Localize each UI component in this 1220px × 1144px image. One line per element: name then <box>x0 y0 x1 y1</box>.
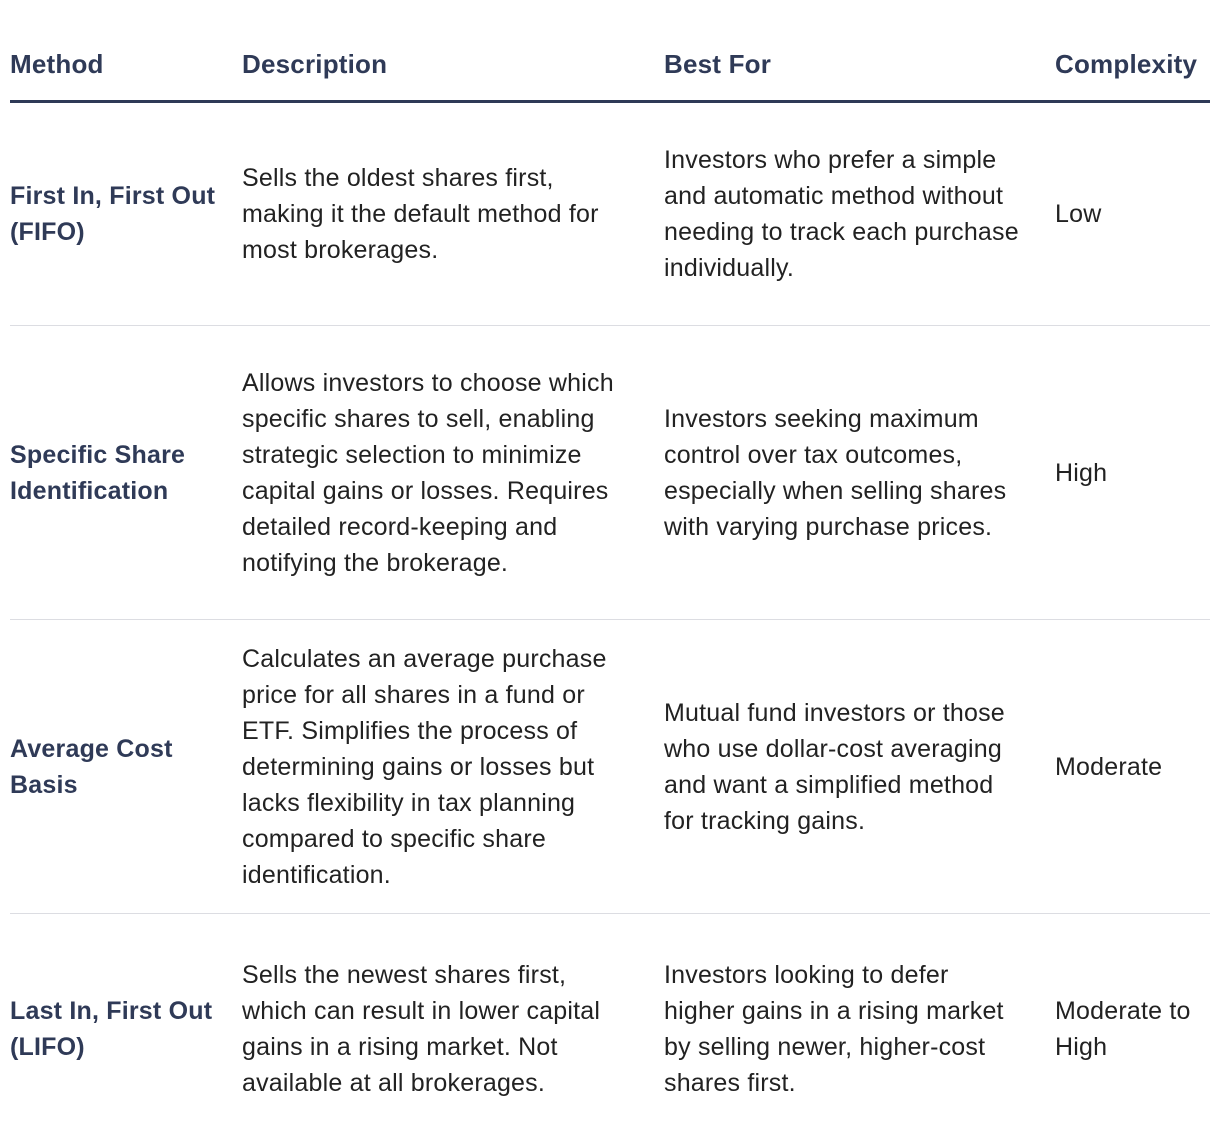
method-cell: Average Cost Basis <box>10 734 173 799</box>
table-row <box>10 326 1210 620</box>
header-complexity: Complexity <box>1055 49 1198 79</box>
complexity-cell: High <box>1055 458 1108 487</box>
header-description: Description <box>242 49 388 79</box>
cost-basis-methods-table <box>10 0 1210 1144</box>
description-cell: Sells the oldest shares first, making it the default method for most brokerages. <box>242 164 599 264</box>
table-header-row <box>10 0 1210 103</box>
table-row <box>10 620 1210 914</box>
description-cell: Allows investors to choose which specific shares to sell, enabling strategic selection to minimize capital gains or losses. Requires detailed record-keeping and notifying the brokerage. <box>242 368 614 577</box>
complexity-cell: Low <box>1055 200 1102 228</box>
header-method: Method <box>10 49 104 79</box>
description-cell: Sells the newest shares first, which can result in lower capital gains in a rising market. Not available at all brokerages. <box>242 961 601 1097</box>
table-row <box>10 914 1210 1144</box>
complexity-cell: Moderate <box>1055 752 1163 781</box>
table-row <box>10 103 1210 326</box>
header-best-for: Best For <box>664 49 772 79</box>
best-for-cell: Investors looking to defer higher gains in a rising market by selling newer, higher-cost shares first. <box>664 961 1004 1097</box>
method-cell: Specific Share Identification <box>10 440 186 505</box>
best-for-cell: Investors who prefer a simple and automatic method without needing to track each purchase individually. <box>664 146 1019 282</box>
method-cell: First In, First Out (FIFO) <box>10 182 216 246</box>
method-cell: Last In, First Out (LIFO) <box>10 997 213 1061</box>
complexity-cell: Moderate to High <box>1055 997 1191 1061</box>
best-for-cell: Mutual fund investors or those who use dollar-cost averaging and want a simplified method for tracking gains. <box>664 698 1005 835</box>
description-cell: Calculates an average purchase price for all shares in a fund or ETF. Simplifies the process of determining gains or losses but lacks flexibility in tax planning compared to specific share identification. <box>242 644 607 889</box>
best-for-cell: Investors seeking maximum control over tax outcomes, especially when selling shares with varying purchase prices. <box>664 404 1007 541</box>
